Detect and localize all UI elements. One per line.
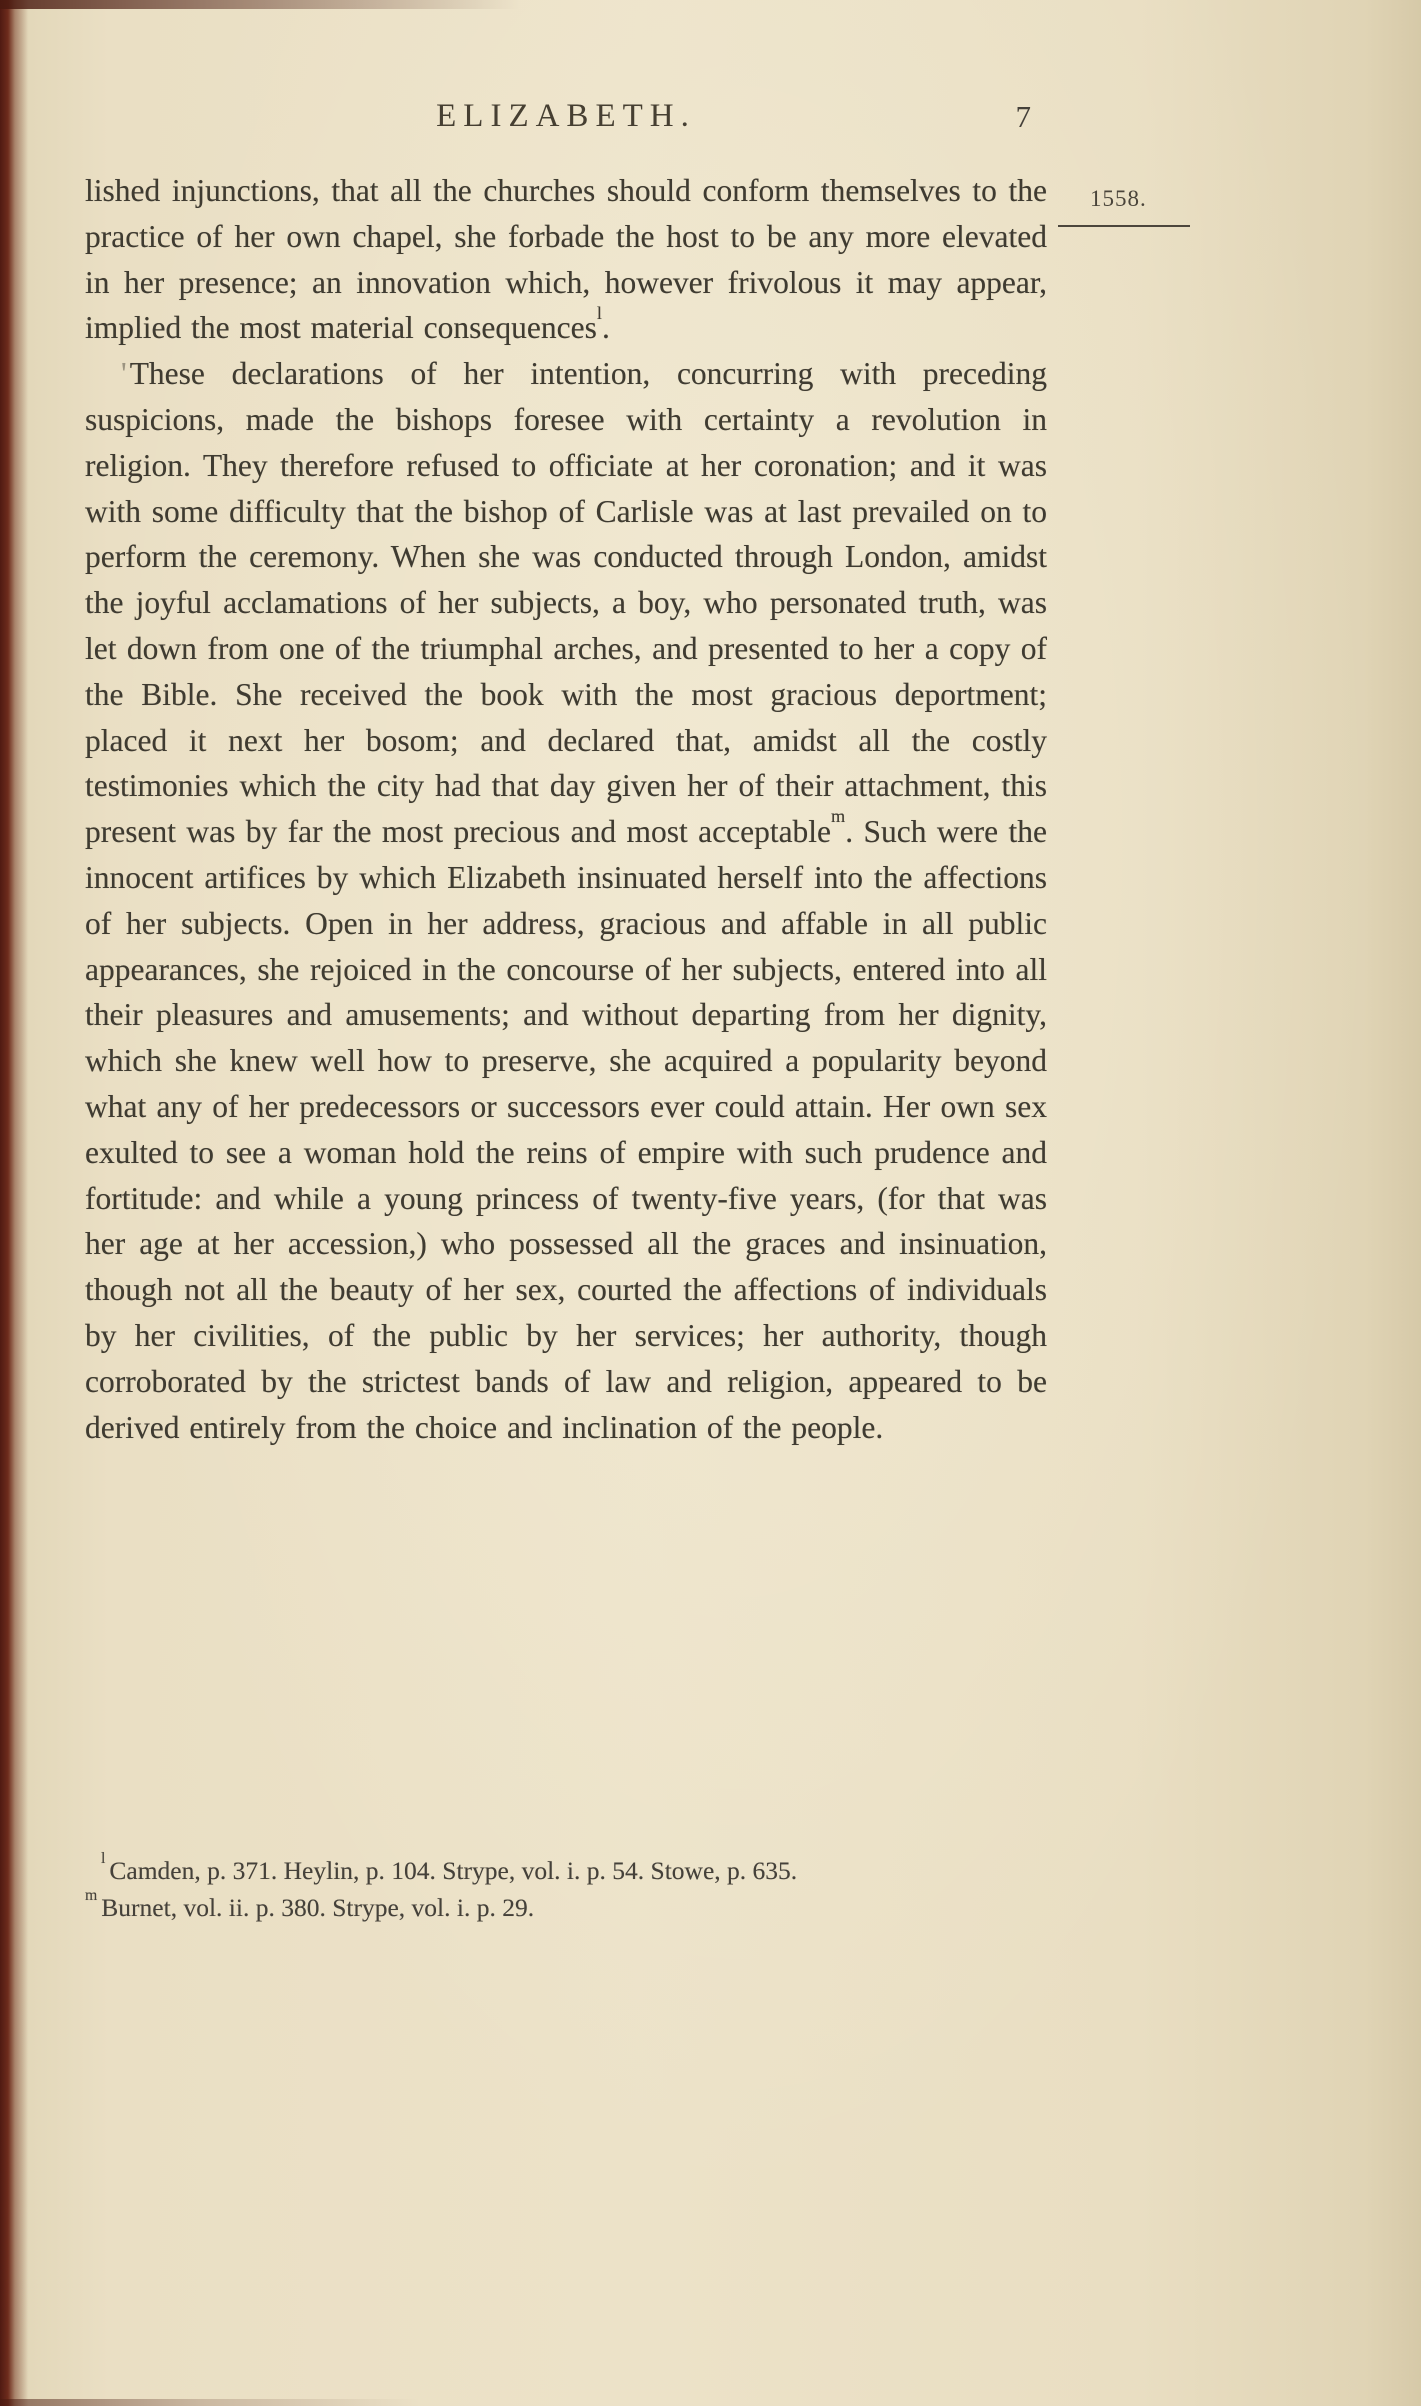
paragraph-1-text: lished injunctions, that all the churches should conform themselves to the practice of her own chapel, she forbade the host to be any more elevated in her presence; an innovation which, however frivolous it may appear, implied the most material consequences [85, 173, 1047, 346]
margin-note [1058, 186, 1192, 227]
paragraph-2-text-a: These declarations of her intention, concurring with preceding suspicions, made the bishops foresee with certainty a revolution in religion. They therefore refused to officiate at her coronation; and it was with some difficulty that the bishop of Carlisle was at last prevailed on to perform the ceremony. When she was conducted through London, amidst the joyful acclamations of her subjects, a boy, who personated truth, was let down from one of the triumphal arches, and presented to her a copy of the Bible. She received the book with the most gracious deportment; placed it next her bosom; and declared that, amidst all the costly testimonies which the city had that day given her of their attachment, this present was by far the most precious and most acceptable [85, 356, 1047, 850]
page-number: 7 [1015, 99, 1031, 134]
page-bottom-edge-shadow [0, 2399, 420, 2406]
running-title: ELIZABETH. [436, 98, 696, 134]
paragraph-2 [85, 351, 1047, 1450]
footnote-l [85, 1852, 1047, 1889]
page-top-edge-shadow [0, 0, 520, 9]
footnote-marker-l-inline: l [596, 302, 602, 323]
footnote-marker-m-inline: m [831, 806, 846, 827]
paragraph-2-text-b: . Such were the innocent artifices by which Elizabeth insinuated herself into the affections of her subjects. Open in her address, gracious and affable in all public appearances, she rejoiced in the concourse of her subjects, entered into all their pleasures and amusements; and without departing from her dignity, which she knew well how to preserve, she acquired a popularity beyond what any of her predecessors or successors ever could attain. Her own sex exulted to see a woman hold the reins of empire with such prudence and fortitude: and while a young princess of twenty-five years, (for that was her age at her accession,) who possessed all the graces and insinuation, though not all the beauty of her sex, courted the affections of individuals by her civilities, of the public by her services; her authority, though corroborated by the strictest bands of law and religion, appeared to be derived entirely from the choice and inclination of the people. [85, 814, 1047, 1445]
page-binding-edge [0, 0, 28, 2406]
body-text [85, 168, 1047, 1450]
paragraph-1 [85, 168, 1047, 351]
footnote-m-marker: m [85, 1887, 98, 1905]
footnote-m [85, 1889, 1047, 1926]
footnotes-block [85, 1852, 1047, 1926]
running-head [85, 98, 1047, 144]
footnote-l-text: Camden, p. 371. Heylin, p. 104. Strype, vol. i. p. 54. Stowe, p. 635. [109, 1856, 798, 1885]
paragraph-2-lead-mark: ' [121, 356, 127, 392]
margin-year: 1558. [1090, 186, 1147, 211]
margin-rule [1058, 225, 1190, 227]
footnote-m-text: Burnet, vol. ii. p. 380. Strype, vol. i. p. 29. [101, 1893, 535, 1922]
paragraph-1-period: . [601, 310, 610, 346]
footnote-l-marker: l [101, 1850, 106, 1868]
